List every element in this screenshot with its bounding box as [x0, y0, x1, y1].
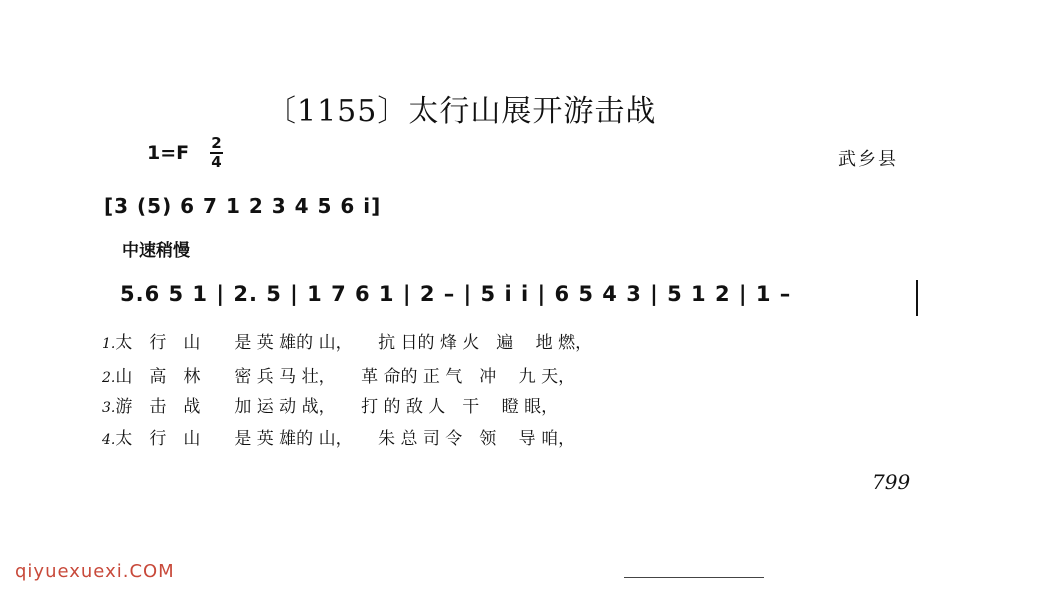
- site-watermark[interactable]: qiyuexuexi.COM: [15, 561, 175, 582]
- time-signature-top: 2: [211, 134, 222, 152]
- verse-number: 3.: [102, 400, 116, 416]
- lyric-line-2: [102, 362, 575, 387]
- lyric-text: 山 高 林 密 兵 马 壮， 革 命的 正 气 冲 九 天，: [115, 367, 576, 387]
- notation-line: 5.6 5 1 | 2. 5 | 1 7 6 1 | 2 – | 5 i i | 6 5 4 3 | 5 1 2 | 1 –: [120, 282, 792, 306]
- verse-number: 1.: [102, 336, 116, 352]
- region-label: 武乡县: [838, 149, 898, 170]
- key-signature: 1=F: [147, 142, 190, 164]
- time-signature-bottom: 4: [211, 153, 222, 171]
- lyric-text: 太 行 山 是 英 雄的 山， 朱 总 司 令 领 导 咱，: [115, 429, 576, 449]
- scale-range: [3 (5) 6 7 1 2 3 4 5 6 i]: [104, 194, 382, 218]
- time-signature: [210, 136, 223, 170]
- lyric-line-1: [102, 328, 592, 353]
- footer-divider: [624, 577, 764, 578]
- final-barline: [916, 280, 918, 316]
- lyric-line-3: [102, 392, 558, 417]
- song-title: 〔1155〕太行山展开游击战: [266, 94, 657, 129]
- page-number: 799: [872, 470, 911, 494]
- lyric-text: 游 击 战 加 运 动 战， 打 的 敌 人 干 瞪 眼，: [115, 397, 559, 417]
- lyric-text: 太 行 山 是 英 雄的 山， 抗 日的 烽 火 遍 地 燃，: [115, 333, 593, 353]
- verse-number: 4.: [102, 432, 116, 448]
- lyric-line-4: [102, 424, 575, 449]
- tempo-marking: 中速稍慢: [122, 241, 190, 261]
- verse-number: 2.: [102, 370, 116, 386]
